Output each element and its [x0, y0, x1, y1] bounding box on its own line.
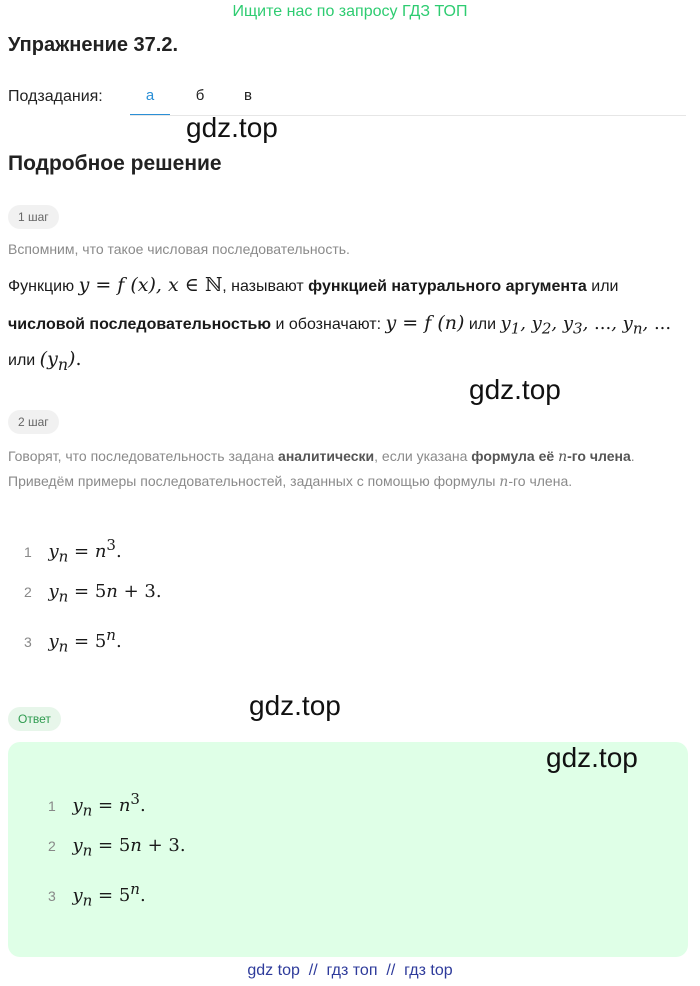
- math-n: n: [558, 449, 568, 465]
- formula-row-2: [24, 581, 162, 606]
- step1-text: или: [8, 352, 36, 369]
- step-badge-2: 2 шаг: [8, 410, 59, 434]
- list-number: 1: [48, 798, 56, 814]
- step1-text: Функцию: [8, 278, 75, 295]
- step2-bold: аналитически: [278, 448, 375, 464]
- answer-row-2: [48, 835, 186, 860]
- list-number: 3: [48, 888, 56, 904]
- list-number: 2: [48, 838, 56, 854]
- step2-part: Говорят, что последовательность задана: [8, 448, 275, 464]
- step1-line3: [8, 342, 82, 382]
- step1-intro: Вспомним, что такое числовая последовательность.: [8, 241, 350, 257]
- step1-bold: числовой последовательностью: [8, 316, 272, 333]
- formula-row-1: [24, 536, 122, 566]
- tab-a[interactable]: а: [130, 80, 170, 116]
- math-formula: y = f (x), x ∈ ℕ: [78, 274, 223, 296]
- math-formula: $y_n = 5n + 3$.: [72, 835, 186, 860]
- math-formula: $y_1$, $y_2$, $y_3$, ..., $y_n$, ...: [500, 313, 672, 338]
- page-title: Упражнение 37.2.: [8, 34, 179, 56]
- list-number: 2: [24, 584, 32, 600]
- tab-b[interactable]: б: [195, 87, 205, 104]
- subtasks-label: Подзадания:: [8, 88, 103, 105]
- step2-part: члена.: [529, 473, 573, 489]
- step1-text: или: [591, 278, 619, 295]
- step1-line2: [8, 306, 698, 346]
- math-formula: $y_n = 5^n$.: [48, 626, 122, 656]
- math-formula: $y_n = n^3$.: [72, 790, 146, 820]
- step2-part: -го: [508, 473, 526, 489]
- step1-bold: функцией натурального аргумента: [308, 278, 587, 295]
- math-formula: $y_n = 5^n$.: [72, 880, 146, 910]
- solution-heading: Подробное решение: [8, 152, 222, 175]
- step1-line1: [8, 268, 692, 304]
- list-number: 1: [24, 544, 32, 560]
- step1-text: и обозначают:: [275, 316, 382, 333]
- step2-part: . Приведём примеры последовательностей, заданных с помощью формулы: [8, 448, 635, 489]
- step2-bold: -го: [567, 448, 586, 464]
- list-number: 3: [24, 634, 32, 650]
- step1-text: или: [468, 316, 497, 333]
- watermark: gdz.top: [186, 112, 278, 143]
- step2-part: , если указана: [374, 448, 468, 464]
- footer-links[interactable]: gdz top // гдз топ // гдз top: [247, 962, 453, 979]
- answer-row-1: [48, 790, 146, 820]
- step2-bold: формула её: [471, 448, 555, 464]
- math-n: n: [499, 474, 509, 490]
- step-badge-1: 1 шаг: [8, 205, 59, 229]
- watermark: gdz.top: [249, 690, 341, 721]
- math-formula: $y_n = n^3$.: [48, 536, 122, 566]
- tab-v[interactable]: в: [244, 87, 252, 104]
- watermark: gdz.top: [546, 742, 638, 773]
- answer-badge: Ответ: [8, 707, 61, 731]
- math-formula: $y_n = 5n + 3$.: [48, 581, 162, 606]
- math-formula: $(y_n)$.: [39, 348, 82, 374]
- formula-row-3: [24, 626, 122, 656]
- step1-text: , называют: [222, 278, 304, 295]
- top-banner[interactable]: Ищите нас по запросу ГДЗ ТОП: [232, 3, 468, 20]
- answer-row-3: [48, 880, 146, 910]
- math-formula: y = f (n): [385, 312, 465, 334]
- step2-text: [8, 444, 688, 494]
- step2-bold: члена: [589, 448, 631, 464]
- watermark: gdz.top: [469, 374, 561, 405]
